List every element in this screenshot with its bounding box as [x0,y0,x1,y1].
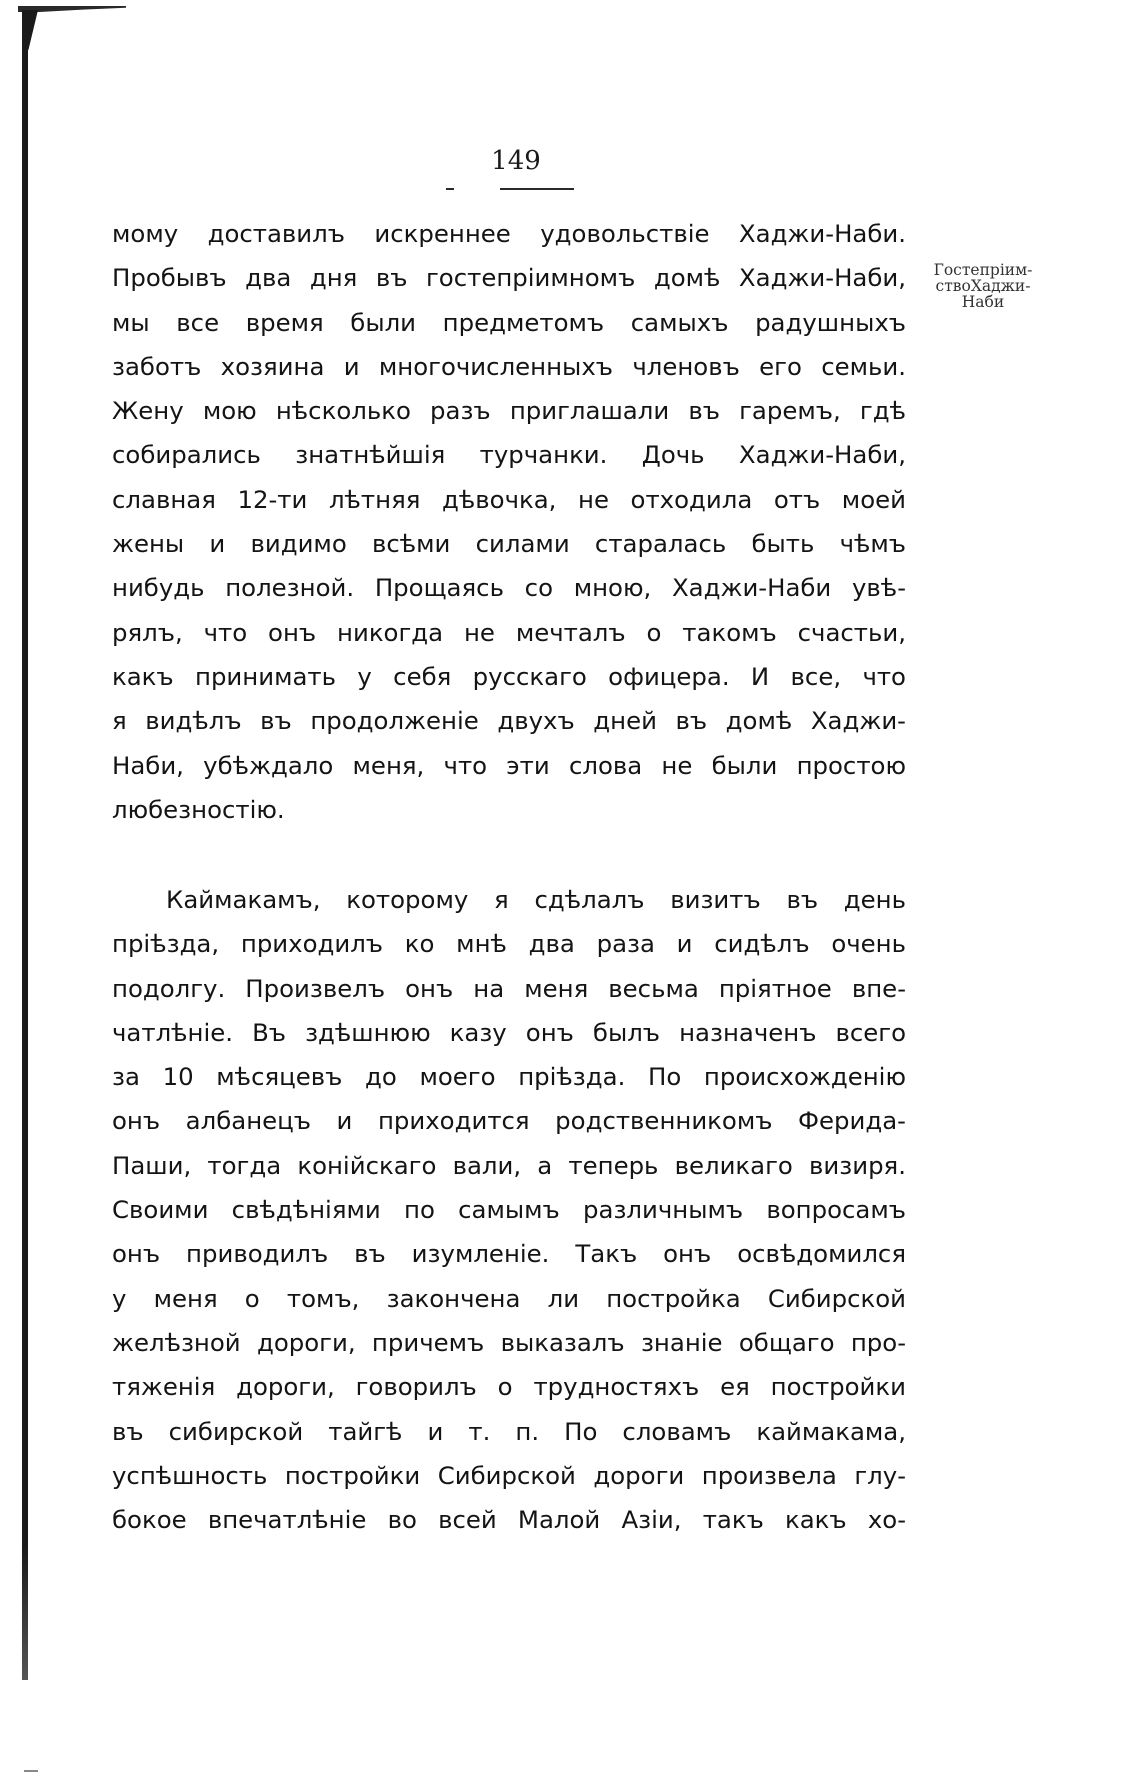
header-rule-long [500,188,574,190]
text-line: Наби, убѣждало меня, что эти слова не были простою [112,750,906,780]
text-line: тяженія дороги, говорилъ о трудностяхъ ея постройки [112,1372,906,1402]
margin-note [918,262,1048,310]
text-line: жены и видимо всѣми силами старалась быть чѣмъ [112,529,906,559]
text-line: Жену мою нѣсколько разъ приглашали въ гаремъ, гдѣ [112,396,906,426]
text-line: чатлѣніе. Въ здѣшнюю казу онъ былъ назначенъ всего [112,1017,906,1047]
text-line: бокое впечатлѣніе во всей Малой Азіи, такъ какъ хо- [112,1505,906,1535]
margin-note-line: Наби [961,293,1005,311]
text-line: нибудь полезной. Прощаясь со мною, Хаджи-Наби увѣ- [112,573,906,603]
text-line: подолгу. Произвелъ онъ на меня весьма пріятное впе- [112,973,906,1003]
text-line: любезностію. [112,794,285,824]
text-line: желѣзной дороги, причемъ выказалъ знаніе общаго про- [112,1327,906,1357]
scan-edge-mark [24,1770,38,1772]
text-line: за 10 мѣсяцевъ до моего пріѣзда. По происхожденію [112,1062,906,1092]
text-line: славная 12-ти лѣтняя дѣвочка, не отходила отъ моей [112,484,906,514]
margin-note-line: Гостепріим- [933,261,1033,279]
text-line: рялъ, что онъ никогда не мечталъ о такомъ счастьи, [112,617,906,647]
header-rule-short [446,188,454,190]
text-line: въ сибирской тайгѣ и т. п. По словамъ каймакама, [112,1416,906,1446]
page-number: 149 [491,146,541,176]
text-line: мы все время были предметомъ самыхъ радушныхъ [112,307,906,337]
text-line: собирались знатнѣйшія турчанки. Дочь Хаджи-Наби, [112,440,906,470]
scan-edge-left [22,10,28,1680]
text-line: Каймакамъ, которому я сдѣлалъ визитъ въ день [166,885,906,914]
paragraph-1 [112,212,906,832]
text-line: Паши, тогда конійскаго вали, а теперь великаго визиря. [112,1150,906,1180]
text-line: онъ приводилъ въ изумленіе. Такъ онъ освѣдомился [112,1239,906,1269]
paragraph-2 [112,878,906,1542]
text-line: пріѣзда, приходилъ ко мнѣ два раза и сидѣлъ очень [112,929,906,959]
margin-note-line: ствоХаджи- [935,277,1031,295]
text-line: у меня о томъ, закончена ли постройка Сибирской [112,1283,906,1313]
text-line: Пробывъ два дня въ гостепріимномъ домѣ Хаджи-Наби, [112,263,906,293]
text-line: заботъ хозяина и многочисленныхъ членовъ его семьи. [112,351,906,381]
scan-edge-corner [22,10,38,50]
text-line: онъ албанецъ и приходится родственникомъ Ферида- [112,1106,906,1136]
text-line: я видѣлъ въ продолженіе двухъ дней въ домѣ Хаджи- [112,706,906,736]
text-line: успѣшность постройки Сибирской дороги произвела глу- [112,1460,906,1490]
text-line: мому доставилъ искреннее удовольствіе Хаджи-Наби. [112,219,906,248]
text-line: какъ принимать у себя русскаго офицера. И все, что [112,661,906,691]
text-line: Своими свѣдѣніями по самымъ различнымъ вопросамъ [112,1195,906,1225]
